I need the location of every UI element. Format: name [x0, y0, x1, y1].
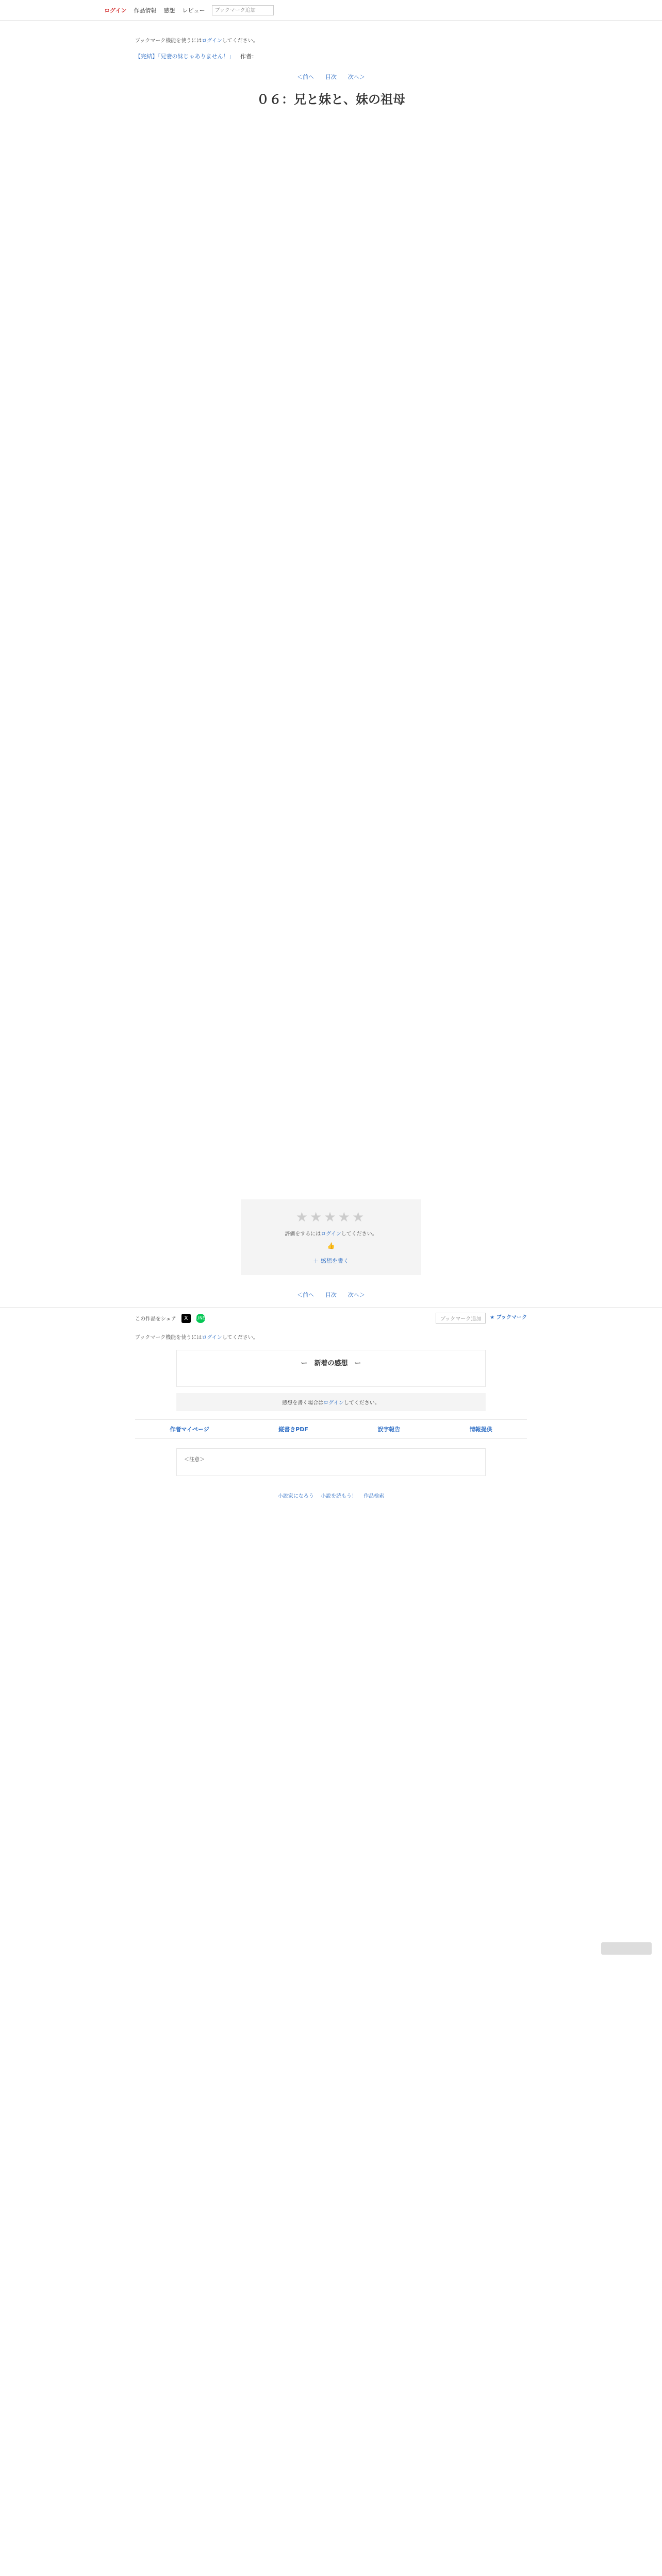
novel-body — [171, 138, 491, 1117]
body-paragraph — [171, 550, 491, 561]
notice2-login-link[interactable]: ログイン — [202, 1335, 222, 1341]
good-reaction[interactable] — [251, 1242, 411, 1249]
thumbs-up-icon: 👍 — [327, 1242, 335, 1249]
body-paragraph — [171, 1107, 491, 1117]
nav-impressions[interactable]: 感想 — [163, 7, 175, 14]
body-paragraph — [171, 736, 491, 746]
body-paragraph — [171, 324, 491, 334]
body-paragraph — [171, 777, 491, 787]
nav-reviews[interactable]: レビュー — [182, 7, 205, 14]
bookmark-notice — [135, 36, 527, 44]
rating-notice-suffix: してください。 — [341, 1231, 377, 1237]
login-link[interactable]: ログイン — [104, 7, 127, 14]
notice-suffix: してください。 — [222, 38, 258, 44]
bookmark-add-button[interactable]: ブックマーク追加 — [436, 1313, 486, 1324]
body-paragraph — [171, 365, 491, 375]
bookmark-add-box[interactable]: ブックマーク追加 — [212, 5, 274, 15]
body-paragraph — [171, 901, 491, 911]
notice-text: ブックマーク機能を使うには — [135, 38, 202, 44]
floating-button[interactable] — [601, 1942, 652, 1955]
toc-link[interactable]: 目次 — [325, 74, 337, 80]
work-nav-links — [135, 1419, 527, 1439]
body-paragraph — [171, 530, 491, 540]
body-paragraph — [171, 303, 491, 313]
author-mypage-link[interactable]: 作者マイページ — [170, 1426, 209, 1433]
share-label: この作品をシェア — [135, 1316, 176, 1322]
write-impression-link[interactable]: ＋ 感想を書く — [313, 1258, 349, 1264]
prev-link[interactable]: ＜前へ — [297, 74, 314, 80]
body-paragraph — [171, 488, 491, 499]
series-info — [135, 52, 527, 60]
reviews-heading: ー 新着の感想 ー — [301, 1360, 361, 1367]
body-paragraph — [171, 571, 491, 581]
body-paragraph — [171, 694, 491, 705]
notice-login-link[interactable]: ログイン — [202, 38, 222, 44]
pager-top — [135, 73, 527, 81]
body-paragraph — [171, 818, 491, 828]
body-paragraph — [171, 591, 491, 602]
body-paragraph — [171, 756, 491, 767]
body-paragraph — [171, 859, 491, 870]
body-paragraph — [171, 1086, 491, 1096]
star-icon[interactable]: ★ — [324, 1210, 338, 1225]
next-link[interactable]: 次へ＞ — [348, 74, 365, 80]
pdf-link[interactable]: 縦書きPDF — [278, 1426, 308, 1433]
write-review-box — [176, 1393, 486, 1411]
body-paragraph — [171, 241, 491, 251]
series-title-link[interactable]: 【完結】「兄妻の妹じゃありません！」 — [135, 53, 235, 60]
body-paragraph — [171, 1065, 491, 1076]
notice2-suffix: してください。 — [222, 1335, 258, 1341]
rating-notice — [251, 1229, 411, 1237]
rating-notice-text: 評価をするには — [285, 1231, 321, 1237]
body-paragraph — [171, 798, 491, 808]
next-link-bottom[interactable]: 次へ＞ — [348, 1292, 365, 1298]
body-paragraph — [171, 509, 491, 519]
bookmark-button[interactable]: ★ ブックマーク — [490, 1315, 527, 1320]
body-paragraph — [171, 200, 491, 210]
author-prefix: 作者： — [240, 53, 257, 60]
body-paragraph — [171, 447, 491, 457]
bookmark-notice-bottom — [135, 1333, 527, 1341]
body-paragraph — [171, 942, 491, 952]
body-paragraph — [171, 983, 491, 993]
body-paragraph — [171, 1004, 491, 1014]
body-paragraph — [171, 674, 491, 684]
notice2-text: ブックマーク機能を使うには — [135, 1335, 202, 1341]
body-paragraph — [171, 612, 491, 622]
write-text: 感想を書く場合は — [282, 1400, 324, 1406]
body-paragraph — [171, 962, 491, 973]
toc-link-bottom[interactable]: 目次 — [325, 1292, 337, 1298]
nav-work-info[interactable]: 作品情報 — [134, 7, 157, 14]
body-paragraph — [171, 179, 491, 190]
body-paragraph — [171, 633, 491, 643]
body-paragraph — [171, 427, 491, 437]
rating-stars[interactable] — [251, 1210, 411, 1225]
footer-links — [0, 1492, 662, 1499]
body-paragraph — [171, 468, 491, 478]
body-paragraph — [171, 653, 491, 664]
footer-link-narou[interactable]: 小説家になろう — [277, 1494, 314, 1499]
star-icon[interactable]: ★ — [295, 1210, 310, 1225]
star-icon[interactable]: ★ — [338, 1210, 352, 1225]
new-reviews — [176, 1350, 486, 1387]
body-paragraph — [171, 880, 491, 890]
top-nav-bar — [0, 0, 662, 21]
star-icon[interactable]: ★ — [310, 1210, 324, 1225]
x-share-icon[interactable]: X — [181, 1314, 191, 1323]
body-paragraph — [171, 406, 491, 416]
rating-box — [241, 1199, 421, 1275]
info-link[interactable]: 情報提供 — [469, 1426, 492, 1433]
share-bar — [0, 1307, 662, 1329]
footer-link-search[interactable]: 作品検索 — [363, 1494, 385, 1499]
body-paragraph — [171, 1024, 491, 1035]
pager-bottom — [0, 1291, 662, 1299]
star-icon[interactable]: ★ — [352, 1210, 367, 1225]
body-paragraph — [171, 282, 491, 293]
body-paragraph — [171, 839, 491, 849]
body-paragraph — [171, 221, 491, 231]
write-suffix: してください。 — [343, 1400, 380, 1406]
body-paragraph — [171, 1045, 491, 1055]
body-paragraph — [171, 138, 491, 148]
body-paragraph — [171, 385, 491, 396]
body-paragraph — [171, 262, 491, 272]
body-paragraph — [171, 921, 491, 931]
write-login-link[interactable]: ログイン — [323, 1400, 344, 1406]
line-share-icon[interactable]: LINE — [196, 1314, 205, 1323]
body-paragraph — [171, 715, 491, 725]
typo-report-link[interactable]: 誤字報告 — [377, 1426, 401, 1433]
body-paragraph — [171, 344, 491, 354]
caution-box — [176, 1448, 486, 1476]
prev-link-bottom[interactable]: ＜前へ — [297, 1292, 314, 1298]
body-paragraph — [171, 159, 491, 169]
rating-login-link[interactable]: ログイン — [321, 1231, 341, 1237]
footer-link-yomou[interactable]: 小説を読もう！ — [321, 1494, 357, 1499]
episode-title: ０６：兄と妹と、妹の祖母 — [257, 92, 405, 107]
caution-heading: ＜注意＞ — [184, 1457, 205, 1463]
